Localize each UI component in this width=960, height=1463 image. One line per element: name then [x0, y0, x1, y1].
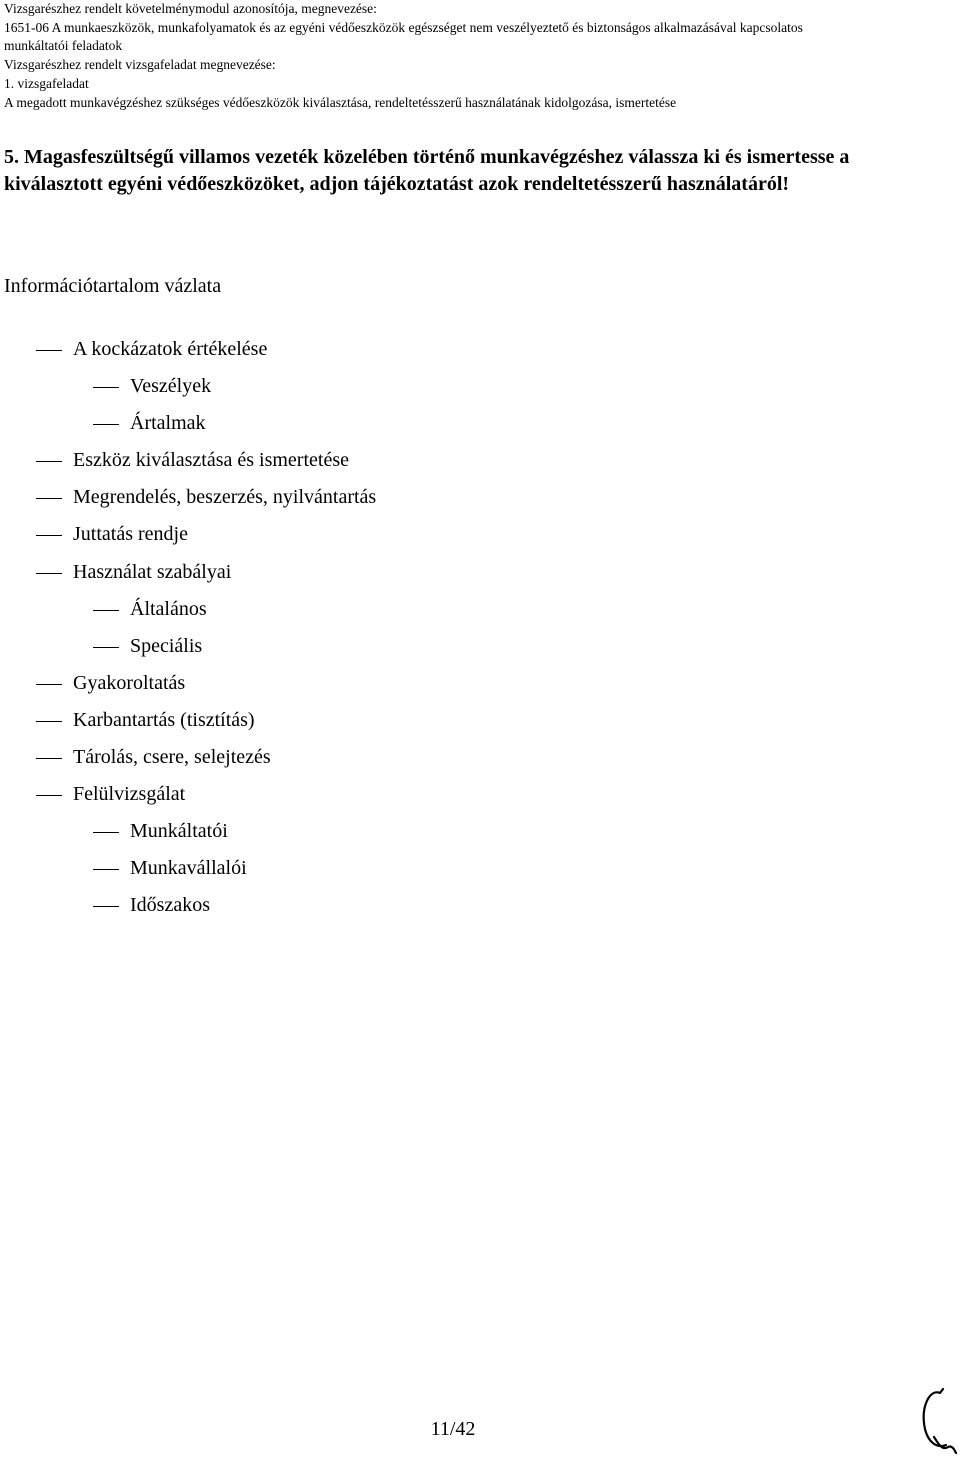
signature-mark: [918, 1385, 958, 1457]
header-line: Vizsgarészhez rendelt követelménymodul azonosítója, megnevezése:: [4, 1, 377, 16]
outline-item: [0, 744, 900, 781]
dash-bullet: [36, 498, 62, 499]
outline-item: [0, 336, 900, 373]
header-line: munkáltatói feladatok: [4, 38, 123, 54]
outline-item-label: Gyakoroltatás: [73, 671, 186, 694]
outline-item-label: Felülvizsgálat: [73, 783, 186, 806]
dash-bullet: [36, 350, 62, 351]
dash-bullet: [93, 906, 119, 907]
dash-bullet: [36, 721, 62, 722]
outline-item-label: A kockázatok értékelése: [73, 338, 268, 360]
outline-item-label: Időszakos: [130, 894, 210, 917]
header-line: A megadott munkavégzéshez szükséges védőeszközök kiválasztása, rendeltetésszerű használatának kidolgozása, ismertetése: [4, 94, 677, 110]
dash-bullet: [93, 424, 119, 425]
dash-bullet: [36, 684, 62, 685]
outline-item: [0, 892, 900, 929]
dash-bullet: [93, 869, 119, 870]
dash-bullet: [93, 647, 119, 648]
outline-item-label: Ártalmak: [130, 412, 206, 435]
outline-item: [0, 559, 900, 596]
outline-item-label: Általános: [130, 597, 207, 620]
outline-item: [0, 410, 900, 447]
outline-item: [0, 484, 900, 521]
task-title: 5. Magasfeszültségű villamos vezeték közelében történő munkavégzéshez válassza ki és ismertesse a kiválasztott egyéni védőeszközöket, adjon tájékoztatást azok rendeltetésszerű használatáról!: [4, 146, 850, 195]
outline-item: [0, 707, 900, 744]
dash-bullet: [36, 795, 62, 796]
outline-item: [0, 781, 900, 818]
outline-item: [0, 633, 900, 670]
header-line: 1651-06 A munkaeszközök, munkafolyamatok és az egyéni védőeszközök egészséget nem veszélyeztető és biztonságos alkalmazásával kapcsolatos: [4, 19, 803, 35]
outline-title: Információtartalom vázlata: [4, 275, 222, 297]
outline-item-label: Juttatás rendje: [73, 523, 188, 546]
outline-item: [0, 596, 900, 633]
dash-bullet: [93, 610, 119, 611]
outline-item: [0, 373, 900, 410]
outline-item: [0, 447, 900, 484]
outline-item-label: Megrendelés, beszerzés, nyilvántartás: [73, 486, 377, 509]
outline-item: [0, 670, 900, 707]
outline-item: [0, 855, 900, 892]
dash-bullet: [36, 573, 62, 574]
dash-bullet: [36, 535, 62, 536]
header-line: 1. vizsgafeladat: [4, 75, 89, 91]
outline-item: [0, 521, 900, 558]
outline-item-label: Eszköz kiválasztása és ismertetése: [73, 449, 349, 472]
outline-item-label: Tárolás, csere, selejtezés: [73, 746, 271, 769]
outline-item-label: Használat szabályai: [73, 560, 232, 583]
page-number: 11/42: [430, 1418, 476, 1440]
dash-bullet: [93, 832, 119, 833]
outline-item-label: Munkáltatói: [130, 820, 228, 843]
outline-item-label: Karbantartás (tisztítás): [73, 708, 255, 731]
dash-bullet: [36, 758, 62, 759]
outline-list: [0, 336, 900, 930]
outline-item-label: Munkavállalói: [130, 857, 247, 880]
dash-bullet: [36, 461, 62, 462]
dash-bullet: [93, 387, 119, 388]
document-header: [4, 0, 954, 112]
outline-item-label: Veszélyek: [130, 375, 212, 398]
outline-item-label: Speciális: [130, 634, 203, 657]
header-line: Vizsgarészhez rendelt vizsgafeladat megnevezése:: [4, 57, 276, 73]
outline-item: [0, 818, 900, 855]
